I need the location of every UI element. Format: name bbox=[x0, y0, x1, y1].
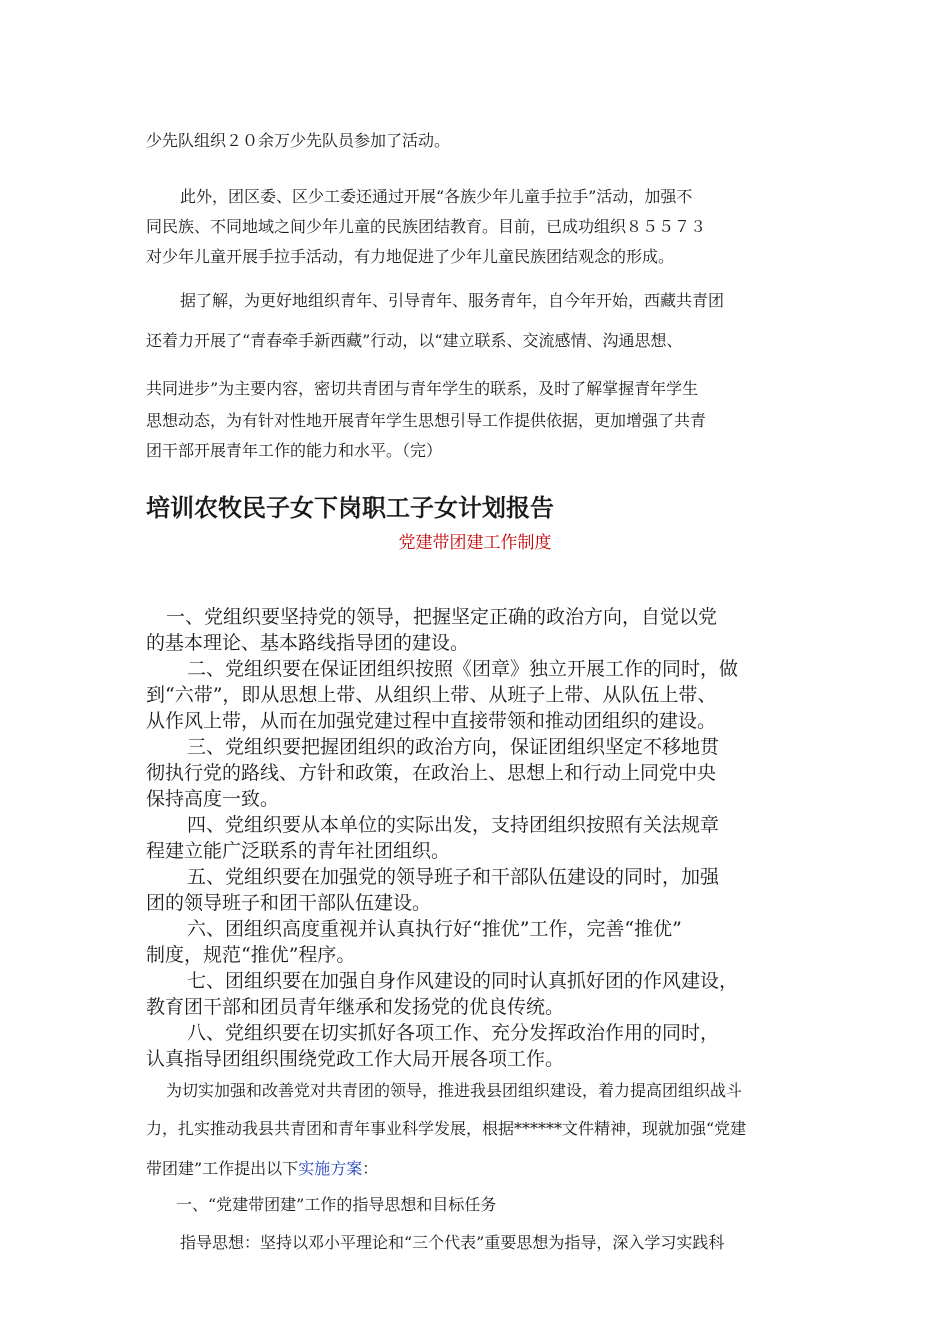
implementation-plan-link[interactable]: 实施方案 bbox=[298, 1159, 363, 1178]
rule-line: 到“六带”，即从思想上带、从组织上带、从班子上带、从队伍上带、 bbox=[146, 684, 717, 706]
rule-line: 保持高度一致。 bbox=[146, 788, 280, 810]
rule-line: 彻执行党的路线、方针和政策，在政治上、思想上和行动上同党中央 bbox=[146, 762, 717, 784]
plan-line: 指导思想：坚持以邓小平理论和“三个代表”重要思想为指导，深入学习实践科 bbox=[180, 1233, 725, 1252]
paragraph-line: 共同进步”为主要内容，密切共青团与青年学生的联系，及时了解掌握青年学生 bbox=[146, 379, 699, 398]
rule-line: 一、党组织要坚持党的领导，把握坚定正确的政治方向，自觉以党 bbox=[166, 606, 718, 628]
rule-line: 团的领导班子和团干部队伍建设。 bbox=[146, 892, 432, 914]
rule-line: 教育团干部和团员青年继承和发扬党的优良传统。 bbox=[146, 996, 565, 1018]
plan-line: 力，扎实推动我县共青团和青年事业科学发展，根据******文件精神，现就加强“党建 bbox=[146, 1119, 747, 1138]
rule-line: 四、党组织要从本单位的实际出发，支持团组织按照有关法规章 bbox=[187, 814, 720, 836]
paragraph-line: 思想动态，为有针对性地开展青年学生思想引导工作提供依据，更加增强了共青 bbox=[146, 411, 707, 430]
plan-line-punctuation: ： bbox=[362, 1159, 379, 1178]
paragraph-line: 同民族、不同地域之间少年儿童的民族团结教育。目前，已成功组织８５５７３ bbox=[146, 217, 707, 236]
rule-line: 五、党组织要在加强党的领导班子和干部队伍建设的同时，加强 bbox=[187, 866, 720, 888]
report-title: 培训农牧民子女下岗职工子女计划报告 bbox=[146, 494, 554, 522]
plan-heading: 一、“党建带团建”工作的指导思想和目标任务 bbox=[176, 1195, 497, 1214]
rule-line: 三、党组织要把握团组织的政治方向，保证团组织坚定不移地贯 bbox=[187, 736, 720, 758]
rule-line: 七、团组织要在加强自身作风建设的同时认真抓好团的作风建设， bbox=[187, 970, 739, 992]
rule-line: 认真指导团组织围绕党政工作大局开展各项工作。 bbox=[146, 1048, 565, 1070]
plan-line bbox=[146, 1156, 378, 1179]
paragraph-line: 团干部开展青年工作的能力和水平。（完） bbox=[146, 441, 443, 460]
rule-line: 从作风上带，从而在加强党建过程中直接带领和推动团组织的建设。 bbox=[146, 710, 717, 732]
rule-line: 六、团组织高度重视并认真执行好“推优”工作，完善“推优” bbox=[187, 918, 682, 940]
plan-line-text: 带团建”工作提出以下 bbox=[146, 1159, 299, 1178]
section-subtitle: 党建带团建工作制度 bbox=[398, 533, 552, 553]
rule-line: 的基本理论、基本路线指导团的建设。 bbox=[146, 632, 470, 654]
plan-line: 为切实加强和改善党对共青团的领导，推进我县团组织建设，着力提高团组织战斗 bbox=[166, 1081, 743, 1100]
rule-line: 二、党组织要在保证团组织按照《团章》独立开展工作的同时，做 bbox=[187, 658, 739, 680]
paragraph-line: 此外，团区委、区少工委还通过开展“各族少年儿童手拉手”活动，加强不 bbox=[180, 187, 693, 206]
rule-line: 八、党组织要在切实抓好各项工作、充分发挥政治作用的同时， bbox=[187, 1022, 720, 1044]
paragraph-line: 据了解，为更好地组织青年、引导青年、服务青年，自今年开始，西藏共青团 bbox=[180, 291, 725, 310]
paragraph-line: 对少年儿童开展手拉手活动，有力地促进了少年儿童民族团结观念的形成。 bbox=[146, 247, 675, 266]
paragraph-line: 还着力开展了“青春牵手新西藏”行动，以“建立联系、交流感情、沟通思想、 bbox=[146, 331, 683, 350]
paragraph-line: 少先队组织２０余万少先队员参加了活动。 bbox=[146, 131, 451, 150]
rule-line: 程建立能广泛联系的青年社团组织。 bbox=[146, 840, 451, 862]
rule-line: 制度，规范“推优”程序。 bbox=[146, 944, 356, 966]
